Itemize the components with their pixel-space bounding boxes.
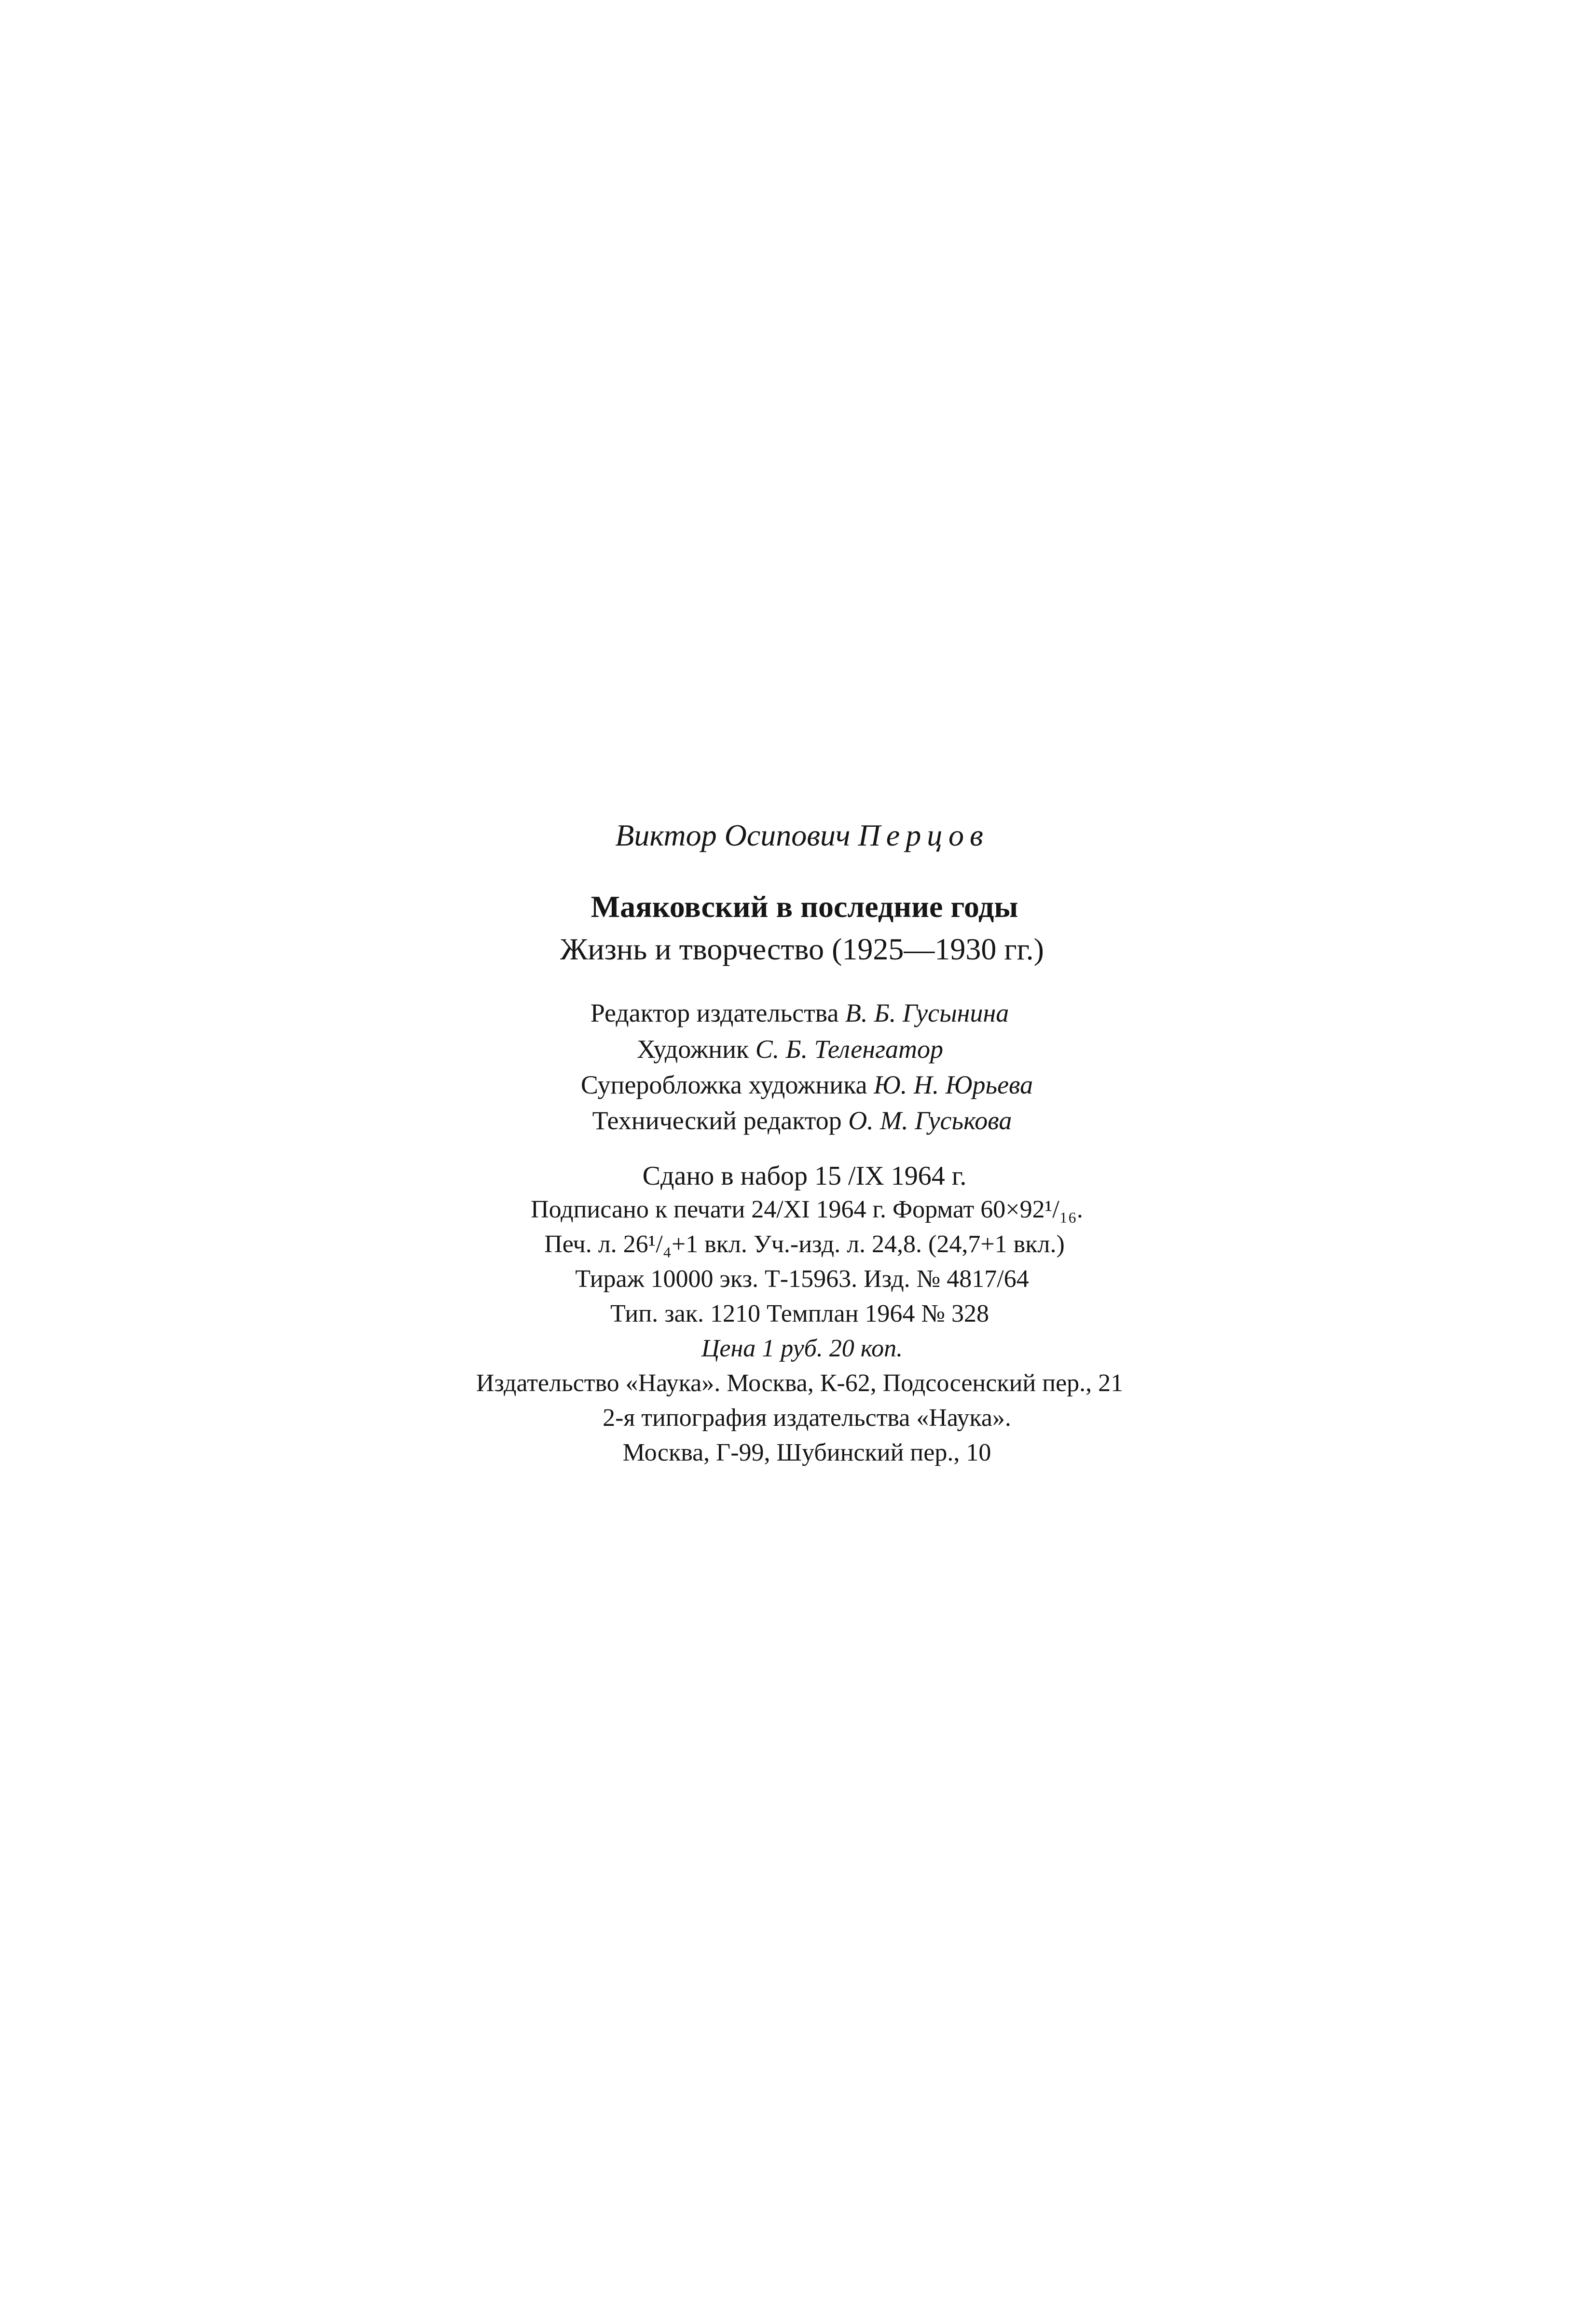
credit-role: Редактор издательства — [590, 998, 839, 1027]
imprint-order: Тип. зак. 1210 Темплан 1964 № 328 — [610, 1300, 989, 1327]
imprint-typeset-date: Сдано в набор 15 /IX 1964 г. — [642, 1161, 967, 1191]
imprint-publisher: Издательство «Наука». Москва, К-62, Подсосенский пер., 21 — [476, 1369, 1124, 1397]
credit-technical-editor — [0, 1107, 1580, 1134]
credit-role: Художник — [636, 1035, 749, 1064]
credit-editor — [0, 1000, 1580, 1026]
author-line — [0, 820, 1580, 851]
credit-name: Ю. Н. Юрьева — [874, 1070, 1033, 1099]
imprint-printing-address: Москва, Г-99, Шубинский пер., 10 — [622, 1439, 991, 1466]
book-title: Маяковский в последние годы — [591, 889, 1018, 924]
credit-artist — [0, 1036, 1580, 1062]
credit-jacket-artist — [0, 1072, 1580, 1098]
imprint-price: Цена 1 руб. 20 коп. — [701, 1335, 903, 1362]
book-subtitle: Жизнь и творчество (1925—1930 гг.) — [560, 932, 1044, 966]
imprint-printing-house: 2-я типография издательства «Наука». — [603, 1404, 1011, 1432]
author-given-names: Виктор Осипович — [615, 818, 851, 852]
credit-name: В. Б. Гусынина — [845, 998, 1009, 1027]
imprint-signed-format: Подписано к печати 24/XI 1964 г. Формат 60×92¹/₁₆. — [531, 1196, 1083, 1223]
credit-name: С. Б. Теленгатор — [755, 1035, 944, 1064]
imprint-print-run: Тираж 10000 экз. Т-15963. Изд. № 4817/64 — [575, 1265, 1029, 1293]
author-surname: Перцов — [858, 818, 989, 852]
credit-role: Технический редактор — [592, 1106, 842, 1135]
credit-name: О. М. Гуськова — [848, 1106, 1012, 1135]
credit-role: Суперобложка художника — [580, 1070, 867, 1099]
imprint-sheets: Печ. л. 26¹/₄+1 вкл. Уч.-изд. л. 24,8. (24,7+1 вкл.) — [544, 1230, 1065, 1258]
